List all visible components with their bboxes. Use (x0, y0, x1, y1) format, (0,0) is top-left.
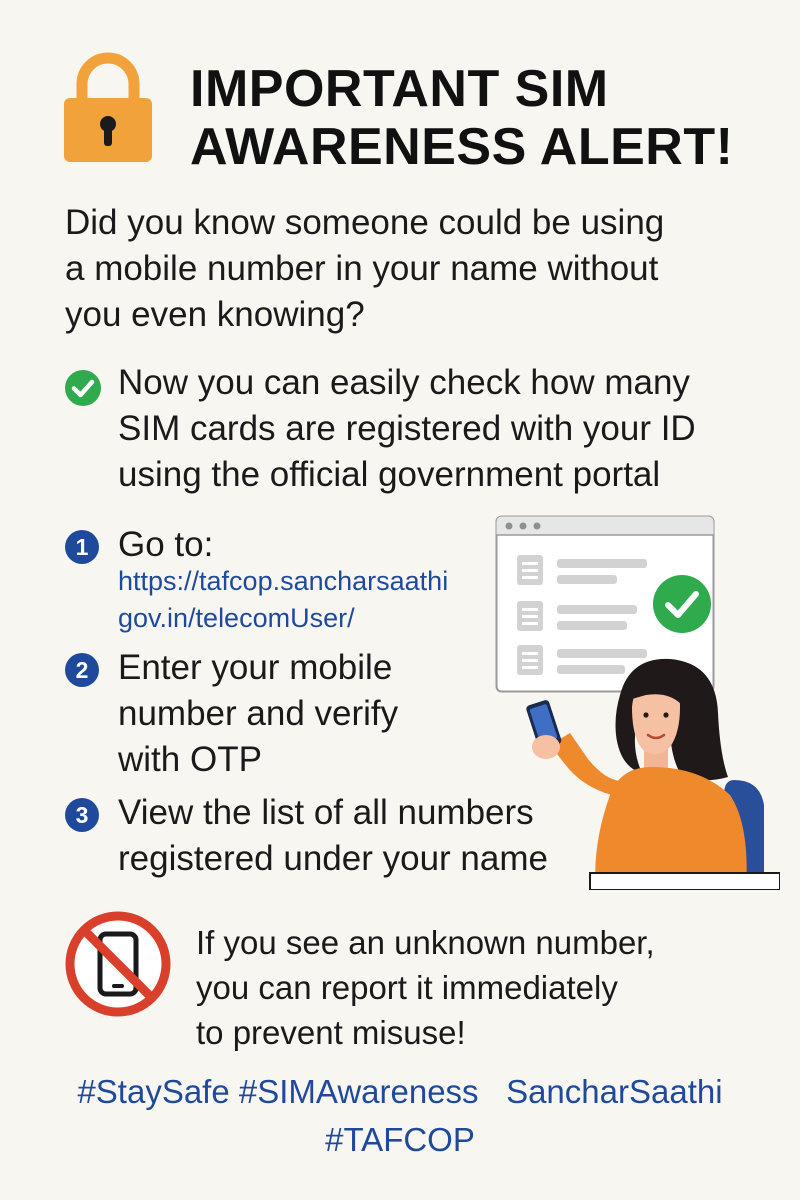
intro-paragraph (65, 200, 765, 338)
step-2-line: Enter your mobile (118, 648, 393, 687)
title-line-2: AWARENESS ALERT! (190, 118, 734, 176)
intro-line: a mobile number in your name without (65, 249, 659, 288)
warning-line: If you see an unknown number, (196, 924, 655, 961)
step-3-line: View the list of all numbers (118, 793, 534, 832)
step-1-number-badge: 1 (65, 530, 99, 564)
step-2-line: with OTP (118, 740, 262, 779)
hashtag-sancharsaathi: SancharSaathi (506, 1073, 723, 1110)
hashtags-line-1 (0, 1068, 800, 1116)
step-1-url-link[interactable] (118, 563, 498, 637)
padlock-icon (62, 50, 154, 164)
step-2-text (118, 645, 498, 783)
intro-line: you even knowing? (65, 295, 365, 334)
warning-line: to prevent misuse! (196, 1014, 466, 1051)
portal-info-line: Now you can easily check how many (118, 363, 690, 402)
portal-info-line: SIM cards are registered with your ID (118, 409, 696, 448)
step-3-text (118, 790, 588, 882)
step-2-number-badge: 2 (65, 653, 99, 687)
report-warning-text (196, 920, 756, 1055)
step-3-line: registered under your name (118, 839, 548, 878)
hashtag-group: #StaySafe #SIMAwareness (77, 1073, 479, 1110)
step-1-label: Go to: (118, 525, 214, 564)
green-check-icon (64, 369, 102, 407)
portal-info-paragraph (118, 360, 788, 498)
hashtags (0, 1068, 800, 1164)
portal-info-line: using the official government portal (118, 455, 661, 494)
title-line-1: IMPORTANT SIM (190, 60, 609, 118)
no-phone-icon (64, 910, 172, 1018)
woman-with-phone-illustration (520, 655, 780, 890)
step-2-line: number and verify (118, 694, 399, 733)
warning-line: you can report it immediately (196, 969, 618, 1006)
url-line[interactable]: gov.in/telecomUser/ (118, 603, 355, 633)
page-title (190, 60, 790, 176)
step-3-number-badge: 3 (65, 798, 99, 832)
intro-line: Did you know someone could be using (65, 203, 665, 242)
hashtag-tafcop: #TAFCOP (325, 1121, 475, 1158)
url-line[interactable]: https://tafcop.sancharsaathi (118, 566, 449, 596)
